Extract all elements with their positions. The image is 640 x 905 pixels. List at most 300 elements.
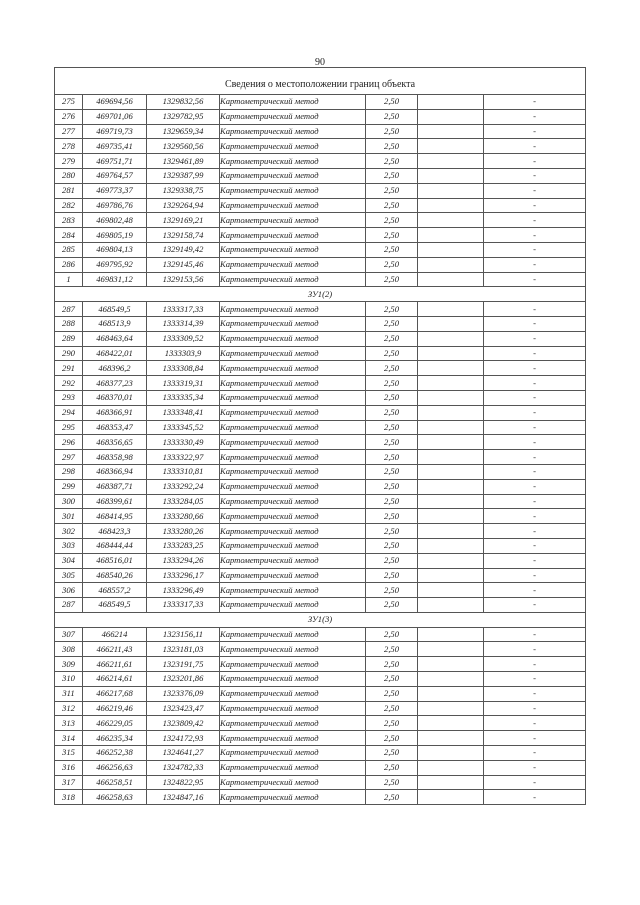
empty-cell (418, 672, 484, 687)
coordinate-y: 1324172,93 (147, 731, 220, 746)
table-row (55, 760, 586, 775)
dash-cell: - (484, 316, 586, 331)
accuracy-value: 2,50 (366, 746, 418, 761)
coordinate-y: 1329560,56 (147, 139, 220, 154)
empty-cell (418, 583, 484, 598)
coordinate-y: 1323156,11 (147, 627, 220, 642)
empty-cell (418, 242, 484, 257)
table-row (55, 390, 586, 405)
point-number: 313 (55, 716, 83, 731)
boundary-coordinates-table (54, 67, 586, 805)
accuracy-value: 2,50 (366, 390, 418, 405)
table-row (55, 405, 586, 420)
point-number: 310 (55, 672, 83, 687)
dash-cell: - (484, 672, 586, 687)
empty-cell (418, 450, 484, 465)
coordinate-x: 469735,41 (83, 139, 147, 154)
empty-cell (418, 524, 484, 539)
determination-method: Картометрический метод (220, 760, 366, 775)
dash-cell: - (484, 598, 586, 613)
accuracy-value: 2,50 (366, 598, 418, 613)
dash-cell: - (484, 361, 586, 376)
determination-method: Картометрический метод (220, 450, 366, 465)
dash-cell: - (484, 272, 586, 287)
point-number: 289 (55, 331, 83, 346)
dash-cell: - (484, 228, 586, 243)
table-row (55, 302, 586, 317)
coordinate-x: 466214,61 (83, 672, 147, 687)
empty-cell (418, 95, 484, 110)
determination-method: Картометрический метод (220, 627, 366, 642)
accuracy-value: 2,50 (366, 213, 418, 228)
coordinate-x: 469764,57 (83, 168, 147, 183)
coordinate-y: 1329387,99 (147, 168, 220, 183)
determination-method: Картометрический метод (220, 257, 366, 272)
table-row (55, 450, 586, 465)
dash-cell: - (484, 746, 586, 761)
coordinate-y: 1323201,86 (147, 672, 220, 687)
accuracy-value: 2,50 (366, 731, 418, 746)
dash-cell: - (484, 213, 586, 228)
accuracy-value: 2,50 (366, 583, 418, 598)
dash-cell: - (484, 95, 586, 110)
determination-method: Картометрический метод (220, 346, 366, 361)
table-row (55, 672, 586, 687)
point-number: 316 (55, 760, 83, 775)
dash-cell: - (484, 405, 586, 420)
dash-cell: - (484, 479, 586, 494)
dash-cell: - (484, 390, 586, 405)
coordinate-x: 468387,71 (83, 479, 147, 494)
coordinate-y: 1324641,27 (147, 746, 220, 761)
coordinate-x: 468399,61 (83, 494, 147, 509)
dash-cell: - (484, 701, 586, 716)
determination-method: Картометрический метод (220, 775, 366, 790)
accuracy-value: 2,50 (366, 553, 418, 568)
empty-cell (418, 509, 484, 524)
point-number: 279 (55, 154, 83, 169)
dash-cell: - (484, 435, 586, 450)
coordinate-y: 1333283,25 (147, 538, 220, 553)
accuracy-value: 2,50 (366, 790, 418, 805)
point-number: 318 (55, 790, 83, 805)
coordinate-y: 1333319,31 (147, 376, 220, 391)
coordinate-y: 1323809,42 (147, 716, 220, 731)
coordinate-x: 468414,95 (83, 509, 147, 524)
determination-method: Картометрический метод (220, 731, 366, 746)
table-row (55, 686, 586, 701)
point-number: 312 (55, 701, 83, 716)
coordinate-y: 1323191,75 (147, 657, 220, 672)
dash-cell: - (484, 420, 586, 435)
accuracy-value: 2,50 (366, 524, 418, 539)
table-row (55, 316, 586, 331)
empty-cell (418, 568, 484, 583)
point-number: 308 (55, 642, 83, 657)
point-number: 306 (55, 583, 83, 598)
empty-cell (418, 346, 484, 361)
coordinate-x: 468423,3 (83, 524, 147, 539)
accuracy-value: 2,50 (366, 538, 418, 553)
dash-cell: - (484, 509, 586, 524)
dash-cell: - (484, 583, 586, 598)
empty-cell (418, 183, 484, 198)
coordinate-y: 1333284,05 (147, 494, 220, 509)
dash-cell: - (484, 775, 586, 790)
point-number: 300 (55, 494, 83, 509)
point-number: 294 (55, 405, 83, 420)
dash-cell: - (484, 464, 586, 479)
table-row (55, 642, 586, 657)
accuracy-value: 2,50 (366, 568, 418, 583)
coordinate-y: 1333345,52 (147, 420, 220, 435)
table-row (55, 746, 586, 761)
empty-cell (418, 657, 484, 672)
dash-cell: - (484, 168, 586, 183)
dash-cell: - (484, 627, 586, 642)
table-row (55, 257, 586, 272)
determination-method: Картометрический метод (220, 331, 366, 346)
table-row (55, 376, 586, 391)
empty-cell (418, 686, 484, 701)
coordinate-x: 468516,01 (83, 553, 147, 568)
accuracy-value: 2,50 (366, 775, 418, 790)
dash-cell: - (484, 494, 586, 509)
determination-method: Картометрический метод (220, 168, 366, 183)
coordinate-y: 1329264,94 (147, 198, 220, 213)
dash-cell: - (484, 790, 586, 805)
determination-method: Картометрический метод (220, 154, 366, 169)
determination-method: Картометрический метод (220, 790, 366, 805)
table-row (55, 124, 586, 139)
point-number: 288 (55, 316, 83, 331)
empty-cell (418, 598, 484, 613)
coordinate-x: 469786,76 (83, 198, 147, 213)
table-row (55, 494, 586, 509)
coordinate-x: 468366,91 (83, 405, 147, 420)
point-number: 315 (55, 746, 83, 761)
empty-cell (418, 731, 484, 746)
determination-method: Картометрический метод (220, 568, 366, 583)
determination-method: Картометрический метод (220, 198, 366, 213)
point-number: 296 (55, 435, 83, 450)
determination-method: Картометрический метод (220, 524, 366, 539)
empty-cell (418, 701, 484, 716)
point-number: 277 (55, 124, 83, 139)
coordinate-y: 1333280,26 (147, 524, 220, 539)
dash-cell: - (484, 657, 586, 672)
point-number: 314 (55, 731, 83, 746)
coordinate-y: 1324782,33 (147, 760, 220, 775)
dash-cell: - (484, 568, 586, 583)
coordinate-y: 1329782,95 (147, 109, 220, 124)
point-number: 1 (55, 272, 83, 287)
empty-cell (418, 213, 484, 228)
determination-method: Картометрический метод (220, 494, 366, 509)
point-number: 301 (55, 509, 83, 524)
table-row (55, 479, 586, 494)
determination-method: Картометрический метод (220, 598, 366, 613)
table-row (55, 553, 586, 568)
empty-cell (418, 420, 484, 435)
table-row (55, 95, 586, 110)
dash-cell: - (484, 686, 586, 701)
empty-cell (418, 272, 484, 287)
coordinate-y: 1333322,97 (147, 450, 220, 465)
empty-cell (418, 405, 484, 420)
coordinate-x: 468356,65 (83, 435, 147, 450)
table-row (55, 331, 586, 346)
coordinate-y: 1333296,49 (147, 583, 220, 598)
empty-cell (418, 390, 484, 405)
empty-cell (418, 361, 484, 376)
accuracy-value: 2,50 (366, 760, 418, 775)
point-number: 283 (55, 213, 83, 228)
coordinate-x: 468366,94 (83, 464, 147, 479)
accuracy-value: 2,50 (366, 701, 418, 716)
determination-method: Картометрический метод (220, 316, 366, 331)
table-row (55, 272, 586, 287)
accuracy-value: 2,50 (366, 316, 418, 331)
table-row (55, 139, 586, 154)
point-number: 292 (55, 376, 83, 391)
accuracy-value: 2,50 (366, 124, 418, 139)
determination-method: Картометрический метод (220, 228, 366, 243)
accuracy-value: 2,50 (366, 183, 418, 198)
table-row (55, 568, 586, 583)
accuracy-value: 2,50 (366, 257, 418, 272)
determination-method: Картометрический метод (220, 657, 366, 672)
table-row (55, 657, 586, 672)
empty-cell (418, 302, 484, 317)
coordinate-y: 1329153,56 (147, 272, 220, 287)
coordinate-x: 466211,61 (83, 657, 147, 672)
empty-cell (418, 109, 484, 124)
coordinate-x: 468549,5 (83, 302, 147, 317)
point-number: 290 (55, 346, 83, 361)
coordinate-y: 1333330,49 (147, 435, 220, 450)
empty-cell (418, 154, 484, 169)
coordinate-x: 468396,2 (83, 361, 147, 376)
section-header: ЗУ1(3) (55, 612, 586, 627)
table-row (55, 154, 586, 169)
empty-cell (418, 553, 484, 568)
coordinate-x: 466235,34 (83, 731, 147, 746)
accuracy-value: 2,50 (366, 95, 418, 110)
table-row (55, 775, 586, 790)
coordinate-x: 468370,01 (83, 390, 147, 405)
coordinate-x: 469831,12 (83, 272, 147, 287)
point-number: 297 (55, 450, 83, 465)
coordinate-y: 1324847,16 (147, 790, 220, 805)
table-row (55, 346, 586, 361)
table-row (55, 598, 586, 613)
table-row (55, 228, 586, 243)
determination-method: Картометрический метод (220, 464, 366, 479)
determination-method: Картометрический метод (220, 746, 366, 761)
accuracy-value: 2,50 (366, 479, 418, 494)
determination-method: Картометрический метод (220, 405, 366, 420)
accuracy-value: 2,50 (366, 716, 418, 731)
coordinate-y: 1333314,39 (147, 316, 220, 331)
empty-cell (418, 538, 484, 553)
determination-method: Картометрический метод (220, 716, 366, 731)
empty-cell (418, 168, 484, 183)
determination-method: Картометрический метод (220, 435, 366, 450)
accuracy-value: 2,50 (366, 361, 418, 376)
table-row (55, 583, 586, 598)
determination-method: Картометрический метод (220, 361, 366, 376)
point-number: 282 (55, 198, 83, 213)
coordinate-x: 469701,06 (83, 109, 147, 124)
accuracy-value: 2,50 (366, 450, 418, 465)
coordinate-y: 1329149,42 (147, 242, 220, 257)
coordinate-x: 466258,63 (83, 790, 147, 805)
accuracy-value: 2,50 (366, 464, 418, 479)
determination-method: Картометрический метод (220, 686, 366, 701)
coordinate-y: 1333348,41 (147, 405, 220, 420)
coordinate-x: 469802,48 (83, 213, 147, 228)
empty-cell (418, 316, 484, 331)
determination-method: Картометрический метод (220, 672, 366, 687)
coordinate-x: 468463,64 (83, 331, 147, 346)
empty-cell (418, 228, 484, 243)
point-number: 286 (55, 257, 83, 272)
point-number: 298 (55, 464, 83, 479)
empty-cell (418, 627, 484, 642)
determination-method: Картометрический метод (220, 509, 366, 524)
coordinate-x: 469751,71 (83, 154, 147, 169)
accuracy-value: 2,50 (366, 346, 418, 361)
accuracy-value: 2,50 (366, 420, 418, 435)
table-row (55, 435, 586, 450)
table-row (55, 790, 586, 805)
coordinate-x: 468358,98 (83, 450, 147, 465)
empty-cell (418, 716, 484, 731)
point-number: 302 (55, 524, 83, 539)
point-number: 284 (55, 228, 83, 243)
coordinate-y: 1323181,03 (147, 642, 220, 657)
table-row (55, 538, 586, 553)
coordinate-y: 1333303,9 (147, 346, 220, 361)
coordinate-x: 466211,43 (83, 642, 147, 657)
empty-cell (418, 139, 484, 154)
empty-cell (418, 198, 484, 213)
coordinate-y: 1324822,95 (147, 775, 220, 790)
accuracy-value: 2,50 (366, 627, 418, 642)
determination-method: Картометрический метод (220, 701, 366, 716)
coordinate-x: 468513,9 (83, 316, 147, 331)
dash-cell: - (484, 450, 586, 465)
coordinate-y: 1323423,47 (147, 701, 220, 716)
table-row (55, 701, 586, 716)
accuracy-value: 2,50 (366, 302, 418, 317)
page-number: 90 (315, 57, 325, 68)
point-number: 304 (55, 553, 83, 568)
dash-cell: - (484, 642, 586, 657)
coordinate-y: 1333296,17 (147, 568, 220, 583)
accuracy-value: 2,50 (366, 331, 418, 346)
determination-method: Картометрический метод (220, 272, 366, 287)
determination-method: Картометрический метод (220, 242, 366, 257)
table-title: Сведения о местоположении границ объекта (55, 76, 586, 95)
accuracy-value: 2,50 (366, 154, 418, 169)
table-top-spacer (55, 68, 586, 77)
accuracy-value: 2,50 (366, 242, 418, 257)
point-number: 275 (55, 95, 83, 110)
point-number: 287 (55, 598, 83, 613)
dash-cell: - (484, 183, 586, 198)
point-number: 276 (55, 109, 83, 124)
coordinate-x: 469795,92 (83, 257, 147, 272)
table-title-row (55, 76, 586, 95)
coordinate-y: 1329145,46 (147, 257, 220, 272)
determination-method: Картометрический метод (220, 376, 366, 391)
dash-cell: - (484, 257, 586, 272)
coordinate-x: 469805,19 (83, 228, 147, 243)
coordinate-y: 1323376,09 (147, 686, 220, 701)
table-row (55, 109, 586, 124)
coordinate-x: 466214 (83, 627, 147, 642)
determination-method: Картометрический метод (220, 109, 366, 124)
empty-cell (418, 746, 484, 761)
table-row (55, 168, 586, 183)
determination-method: Картометрический метод (220, 183, 366, 198)
coordinate-y: 1333317,33 (147, 302, 220, 317)
coordinate-x: 466256,63 (83, 760, 147, 775)
dash-cell: - (484, 731, 586, 746)
dash-cell: - (484, 109, 586, 124)
point-number: 305 (55, 568, 83, 583)
determination-method: Картометрический метод (220, 642, 366, 657)
dash-cell: - (484, 538, 586, 553)
coordinate-x: 469694,56 (83, 95, 147, 110)
accuracy-value: 2,50 (366, 109, 418, 124)
accuracy-value: 2,50 (366, 376, 418, 391)
determination-method: Картометрический метод (220, 95, 366, 110)
coordinate-x: 469804,13 (83, 242, 147, 257)
point-number: 303 (55, 538, 83, 553)
point-number: 299 (55, 479, 83, 494)
point-number: 280 (55, 168, 83, 183)
section-header-row (55, 287, 586, 302)
coordinate-y: 1333335,34 (147, 390, 220, 405)
point-number: 293 (55, 390, 83, 405)
coordinate-x: 468540,26 (83, 568, 147, 583)
empty-cell (418, 494, 484, 509)
coordinate-y: 1329158,74 (147, 228, 220, 243)
table-row (55, 464, 586, 479)
determination-method: Картометрический метод (220, 139, 366, 154)
dash-cell: - (484, 139, 586, 154)
coordinate-x: 468444,44 (83, 538, 147, 553)
table-row (55, 627, 586, 642)
point-number: 281 (55, 183, 83, 198)
accuracy-value: 2,50 (366, 494, 418, 509)
coordinate-y: 1329169,21 (147, 213, 220, 228)
dash-cell: - (484, 524, 586, 539)
empty-cell (418, 642, 484, 657)
dash-cell: - (484, 302, 586, 317)
point-number: 278 (55, 139, 83, 154)
point-number: 291 (55, 361, 83, 376)
coordinate-y: 1333280,66 (147, 509, 220, 524)
empty-cell (418, 376, 484, 391)
empty-cell (418, 257, 484, 272)
coordinate-x: 466217,68 (83, 686, 147, 701)
accuracy-value: 2,50 (366, 198, 418, 213)
point-number: 309 (55, 657, 83, 672)
